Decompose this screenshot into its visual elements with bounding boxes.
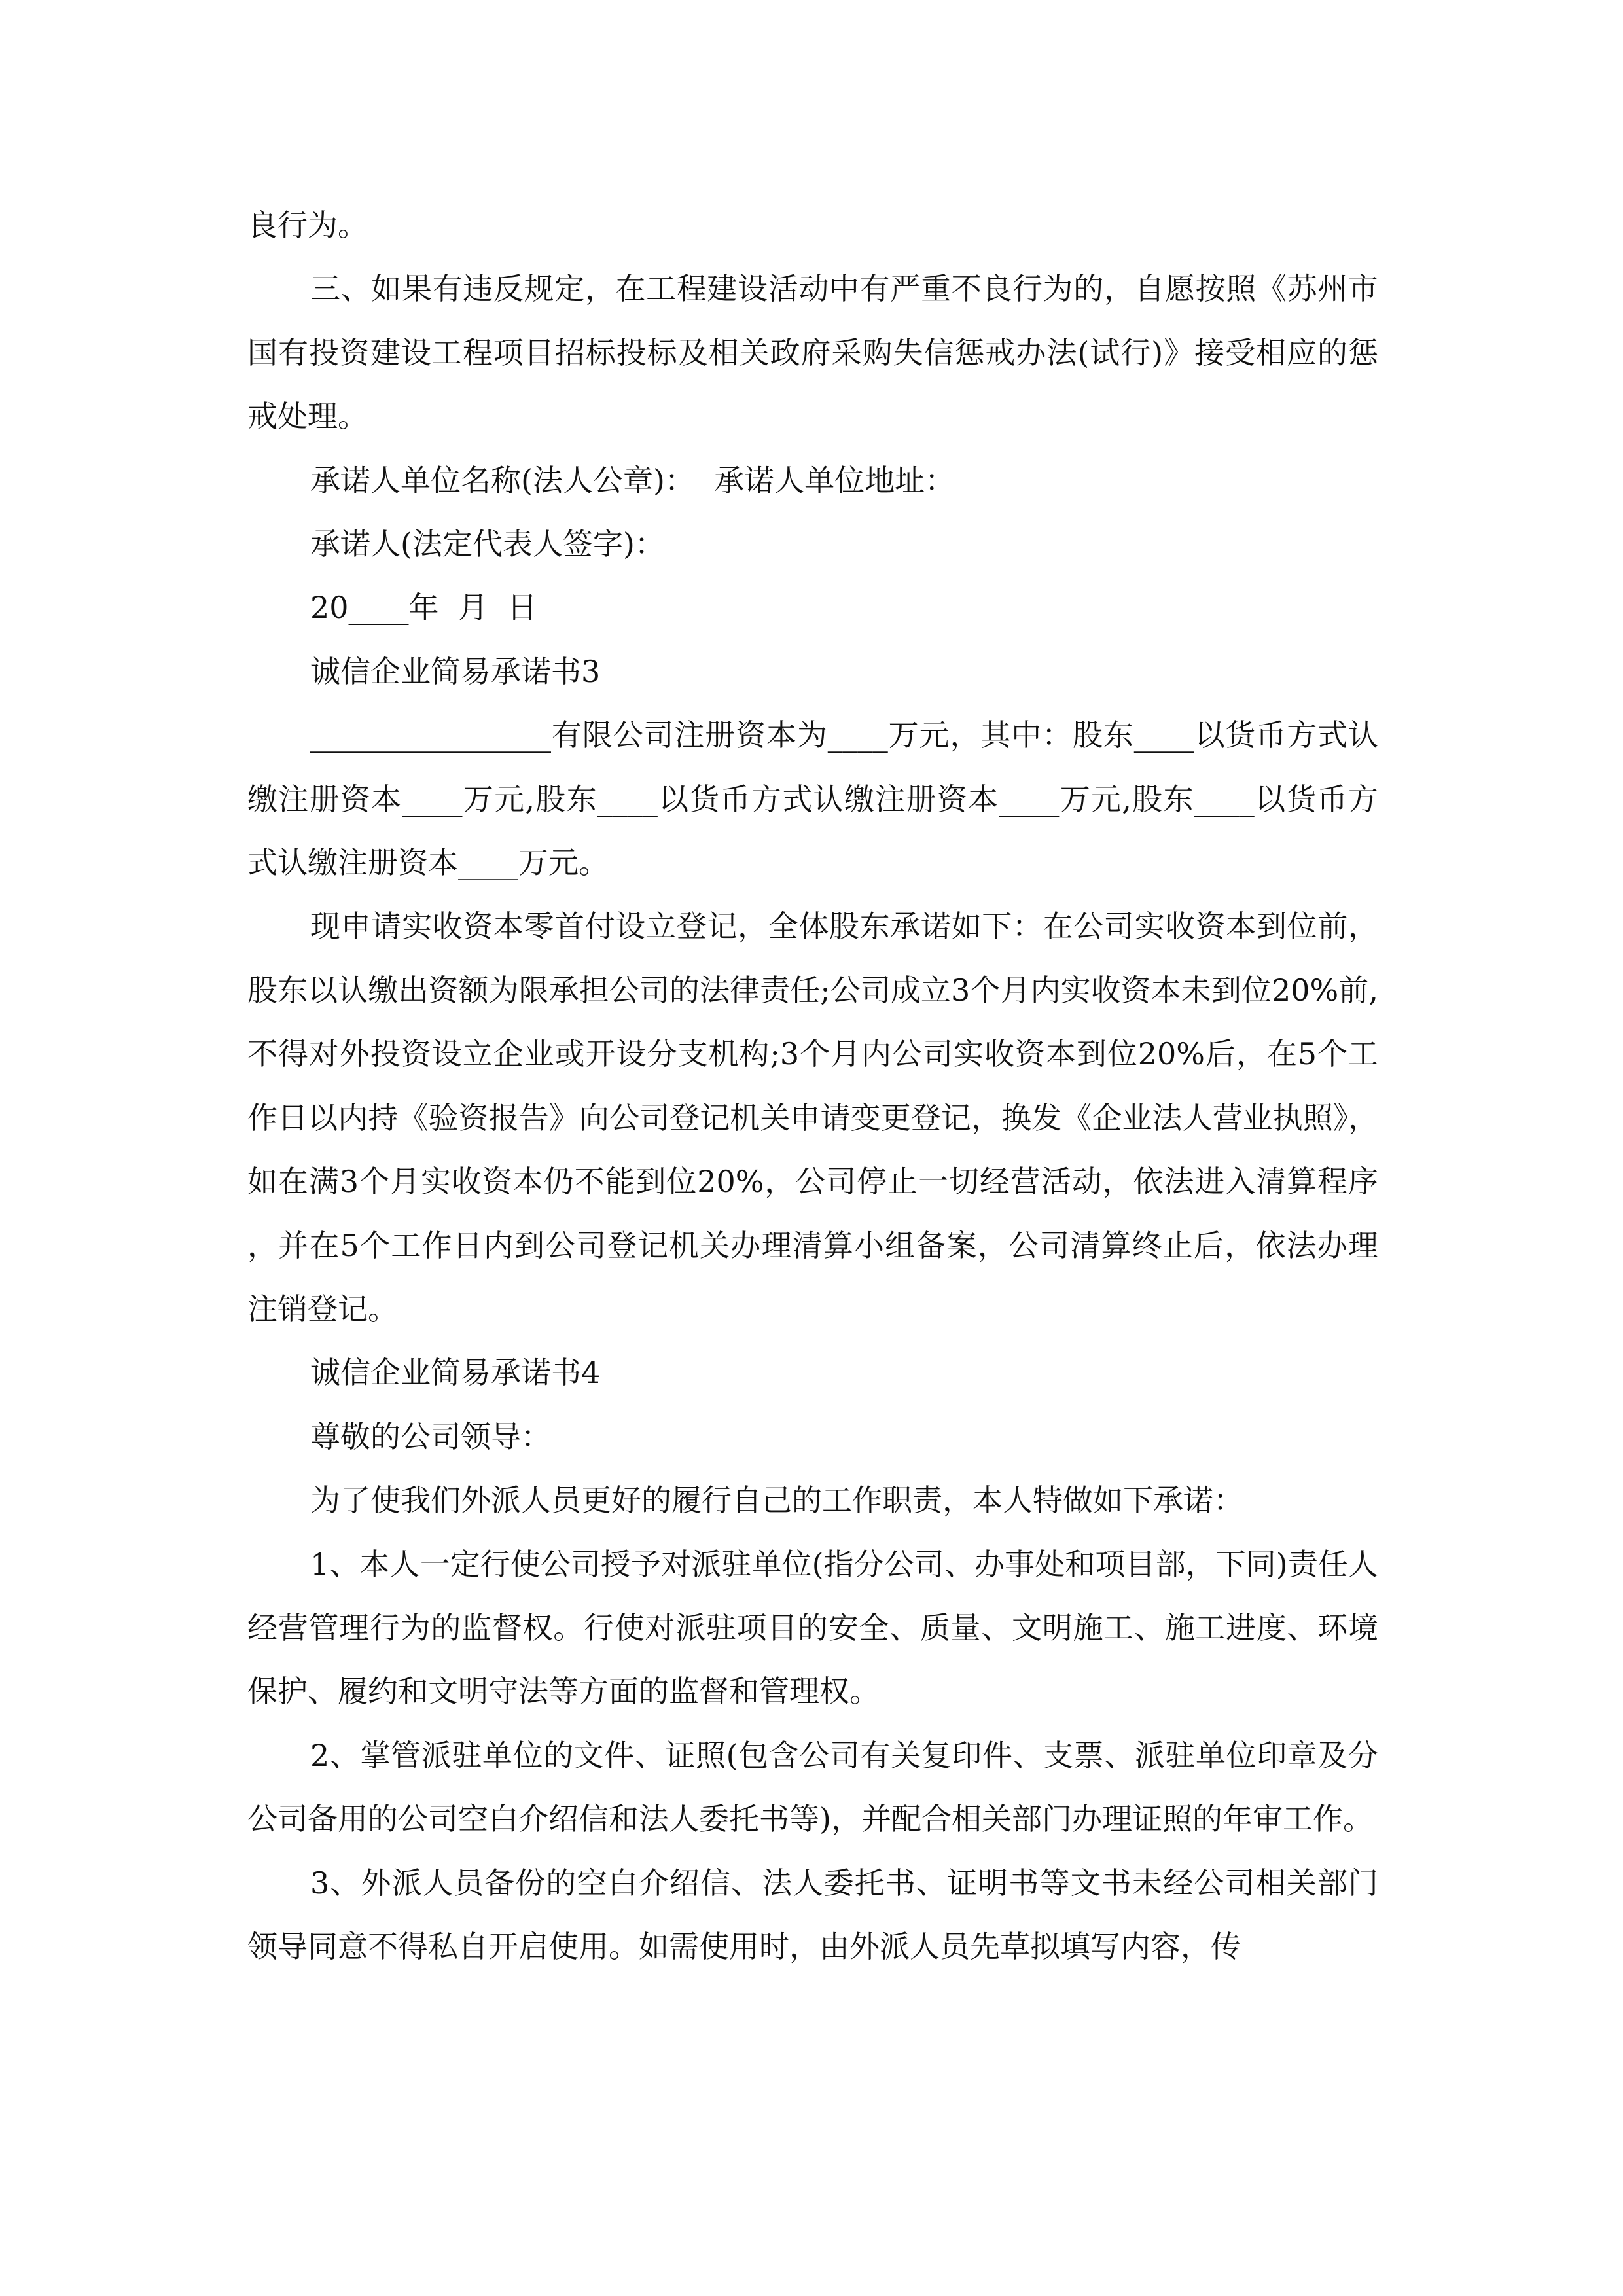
paragraph-continuation: 良行为。	[247, 207, 368, 243]
document-body	[247, 194, 1378, 1979]
paragraph-capital: ________________有限公司注册资本为____万元，其中：股东____以货币方式认缴注册资本____万元,股东____以货币方式认缴注册资本____万元,股东____以货币方式认缴注册资本____万元。	[247, 717, 1378, 881]
section-heading-4: 诚信企业简易承诺书4	[310, 1355, 601, 1391]
section-heading-3: 诚信企业简易承诺书3	[310, 653, 601, 689]
paragraph-clause-3: 三、如果有违反规定，在工程建设活动中有严重不良行为的，自愿按照《苏州市国有投资建设工程项目招标投标及相关政府采购失信惩戒办法(试行)》接受相应的惩戒处理。	[247, 271, 1378, 435]
list-item-3: 3、外派人员备份的空白介绍信、法人委托书、证明书等文书未经公司相关部门领导同意不得私自开启使用。如需使用时，由外派人员先草拟填写内容，传	[247, 1865, 1378, 1964]
date-line: 20____年 月 日	[310, 590, 538, 626]
paragraph-intro: 为了使我们外派人员更好的履行自己的工作职责，本人特做如下承诺：	[310, 1482, 1243, 1518]
list-item-2: 2、掌管派驻单位的文件、证照(包含公司有关复印件、支票、派驻单位印章及分公司备用的公司空白介绍信和法人委托书等)，并配合相关部门办理证照的年审工作。	[247, 1737, 1378, 1837]
list-item-1: 1、本人一定行使公司授予对派驻单位(指分公司、办事处和项目部，下同)责任人经营管理行为的监督权。行使对派驻项目的安全、质量、文明施工、施工进度、环境保护、履约和文明守法等方面的监督和管理权。	[247, 1546, 1378, 1710]
paragraph-shareholder-commitment: 现申请实收资本零首付设立登记，全体股东承诺如下：在公司实收资本到位前，股东以认缴出资额为限承担公司的法律责任;公司成立3个月内实收资本未到位20%前,不得对外投资设立企业或开设分支机构;3个月内公司实收资本到位20%后，在5个工作日以内持《验资报告》向公司登记机关申请变更登记，换发《企业法人营业执照》，如在满3个月实收资本仍不能到位20%，公司停止一切经营活动，依法进入清算程序，并在5个工作日内到公司登记机关办理清算小组备案，公司清算终止后，依法办理注销登记。	[247, 908, 1378, 1327]
salutation: 尊敬的公司领导：	[310, 1418, 551, 1454]
signature-line-company: 承诺人单位名称(法人公章)： 承诺人单位地址：	[310, 462, 955, 498]
signature-line-representative: 承诺人(法定代表人签字)：	[310, 526, 665, 562]
